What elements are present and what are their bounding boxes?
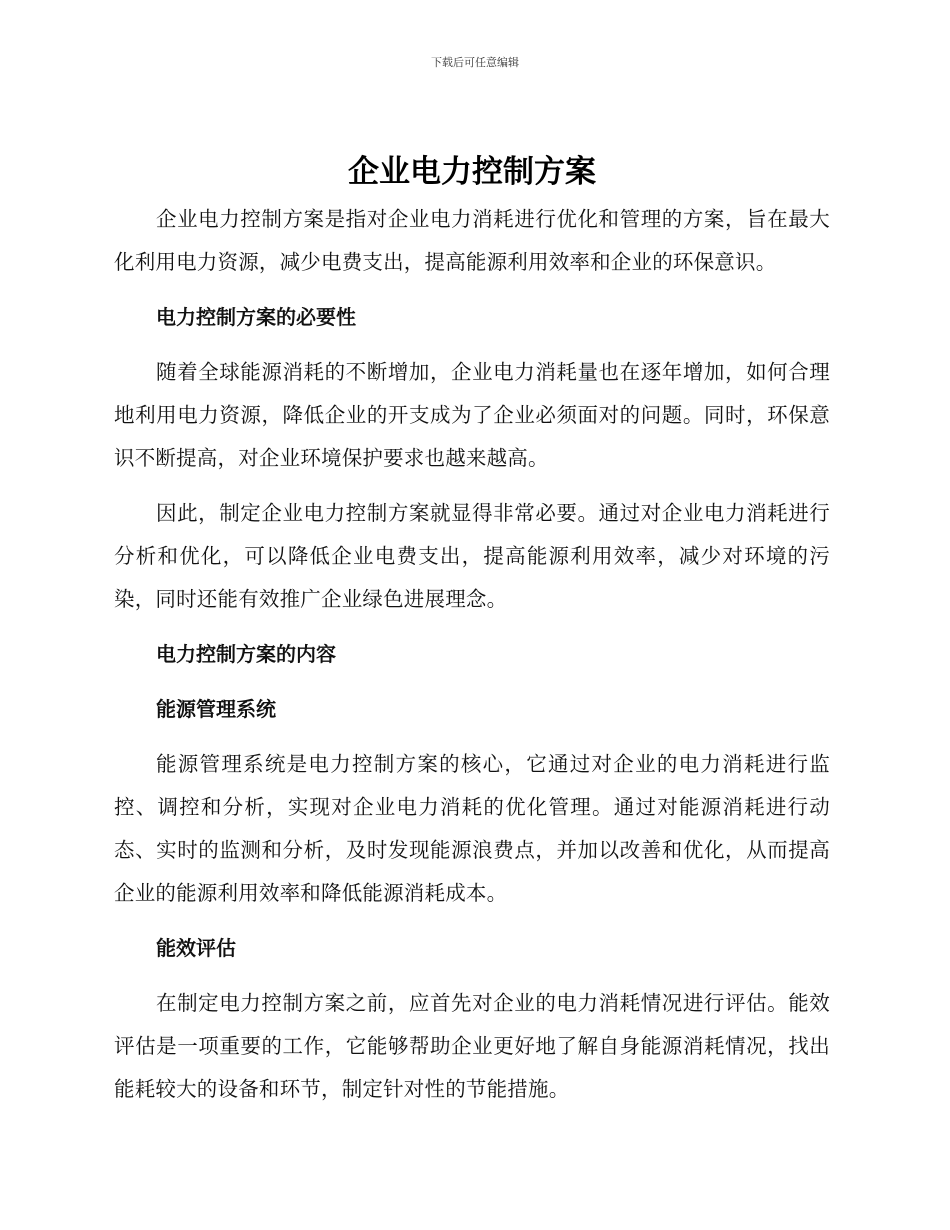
intro-paragraph: 企业电力控制方案是指对企业电力消耗进行优化和管理的方案，旨在最大化利用电力资源，减少电费支出，提高能源利用效率和企业的环保意识。 (114, 207, 830, 274)
efficiency-evaluation-heading: 能效评估 (156, 936, 236, 960)
energy-management-paragraph: 能源管理系统是电力控制方案的核心，它通过对企业的电力消耗进行监控、调控和分析，实现对企业电力消耗的优化管理。通过对能源消耗进行动态、实时的监测和分析，及时发现能源浪费点，并加以改善和优化，从而提高企业的能源利用效率和降低能源消耗成本。 (114, 752, 830, 905)
necessity-paragraph-1: 随着全球能源消耗的不断增加，企业电力消耗量也在逐年增加，如何合理地利用电力资源，降低企业的开支成为了企业必须面对的问题。同时，环保意识不断提高，对企业环境保护要求也越来越高。 (114, 360, 830, 470)
necessity-paragraph-2: 因此，制定企业电力控制方案就显得非常必要。通过对企业电力消耗进行分析和优化，可以降低企业电费支出，提高能源利用效率，减少对环境的污染，同时还能有效推广企业绿色进展理念。 (114, 501, 830, 611)
document-title: 企业电力控制方案 (348, 154, 596, 190)
header-note: 下载后可任意编辑 (431, 56, 519, 69)
document-body (114, 148, 830, 1123)
efficiency-evaluation-paragraph: 在制定电力控制方案之前，应首先对企业的电力消耗情况进行评估。能效评估是一项重要的工作，它能够帮助企业更好地了解自身能源消耗情况，找出能耗较大的设备和环节，制定针对性的节能措施。 (114, 991, 830, 1101)
necessity-heading: 电力控制方案的必要性 (156, 305, 356, 329)
energy-management-heading: 能源管理系统 (156, 697, 276, 721)
content-heading: 电力控制方案的内容 (156, 642, 336, 666)
